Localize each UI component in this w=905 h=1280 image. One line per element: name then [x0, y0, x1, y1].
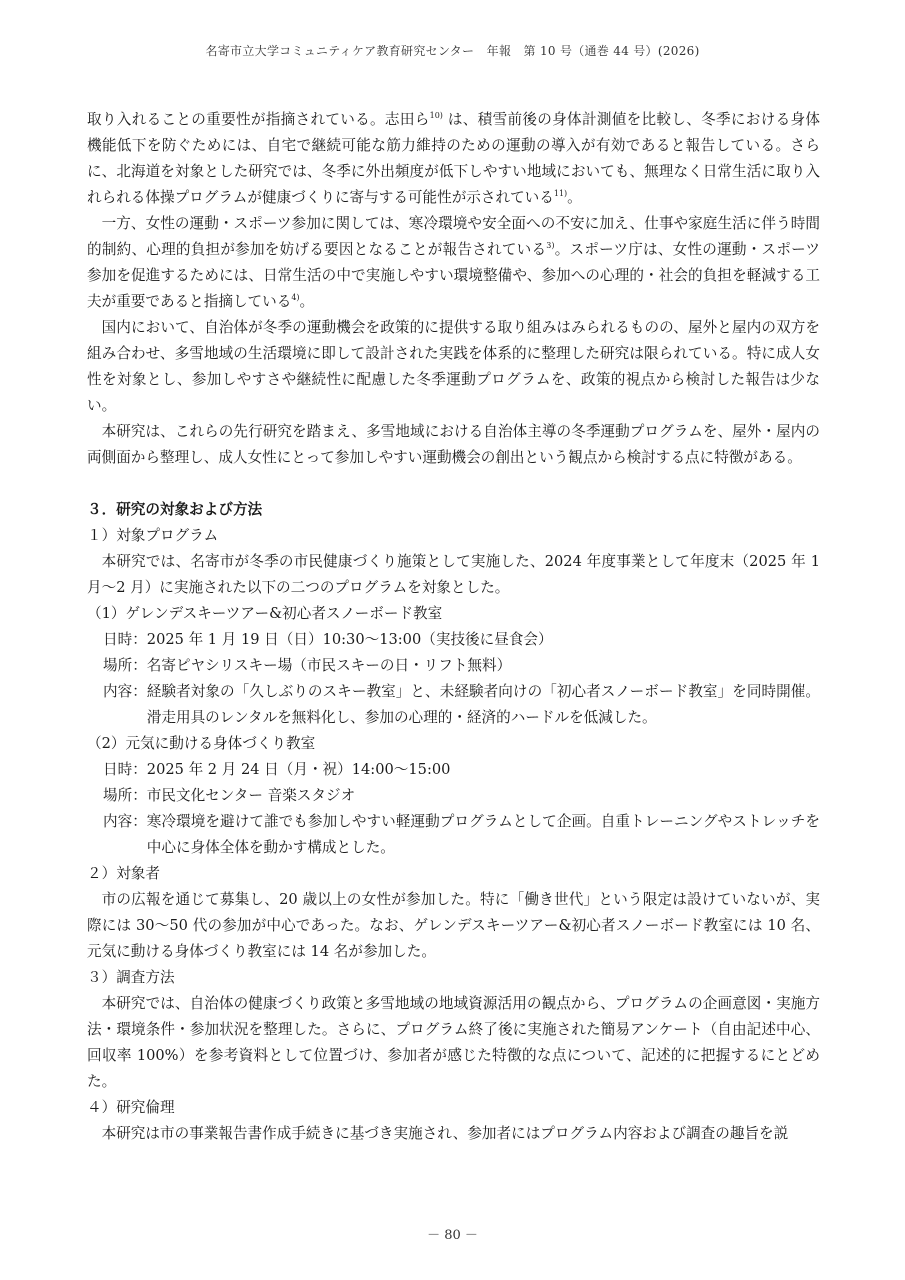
- section-heading: ３．研究の対象および方法: [87, 501, 263, 518]
- program-place-row: [87, 783, 820, 809]
- field-label: 日時：: [103, 761, 147, 778]
- field-label: 内容：: [103, 683, 147, 700]
- paragraph-text: 。: [299, 293, 315, 310]
- subsection-heading: １）対象プログラム: [87, 527, 219, 544]
- citation-ref: 10): [429, 111, 443, 120]
- paragraph: 本研究は、これらの先行研究を踏まえ、多雪地域における自治体主導の冬季運動プログラムを、屋外・屋内の両側面から整理し、成人女性にとって参加しやすい運動機会の創出という観点から検討する点に特徴がある。: [87, 423, 820, 466]
- field-label: 場所：: [103, 787, 147, 804]
- field-value: 寒冷環境を避けて誰でも参加しやすい軽運動プログラムとして企画。自重トレーニングやストレッチを中心に身体全体を動かす構成とした。: [146, 813, 820, 856]
- paragraph: [87, 107, 820, 211]
- paragraph: [87, 211, 820, 315]
- paragraph: 市の広報を通じて募集し、20 歳以上の女性が参加した。特に「働き世代」という限定は設けていないが、実際には 30～50 代の参加が中心であった。なお、ゲレンデスキーツアー&初心者スノーボード教室には 10 名、元気に動ける身体づくり教室には 14 名が参加した。: [87, 891, 820, 960]
- paragraph-text: 。スポーツ庁は、女性の運動・スポーツ参加を促進するためには、日常生活の中で実施しやすい環境整備や、参加への心理的・社会的負担を軽減する工夫が重要であると指摘している: [87, 241, 820, 310]
- field-value: 2025 年 2 月 24 日（月・祝）14:00～15:00: [146, 761, 451, 778]
- paragraph-text: 取り入れることの重要性が指摘されている。志田ら: [87, 111, 430, 128]
- paragraph-text: 。: [567, 189, 582, 206]
- page-number: － 80 －: [427, 1228, 478, 1243]
- field-value: 経験者対象の「久しぶりのスキー教室」と、未経験者向けの「初心者スノーボード教室」を同時開催。滑走用具のレンタルを無料化し、参加の心理的・経済的ハードルを低減した。: [146, 683, 820, 726]
- program-content-row: [87, 809, 820, 861]
- citation-ref: 4): [291, 293, 300, 302]
- field-value: 市民文化センター 音楽スタジオ: [146, 787, 356, 804]
- citation-ref: 11): [553, 189, 568, 198]
- subsection-heading: ２）対象者: [87, 865, 160, 882]
- subsection-heading: ４）研究倫理: [87, 1099, 175, 1116]
- running-header: 名寄市立大学コミュニティケア教育研究センター 年報 第 10 号（通巻 44 号）(2026): [205, 44, 700, 58]
- field-value: 名寄ピヤシリスキー場（市民スキーの日・リフト無料）: [146, 657, 512, 674]
- citation-ref: 3): [546, 241, 555, 250]
- body-text: [87, 107, 820, 1147]
- program-content-row: [87, 679, 820, 731]
- paragraph: 国内において、自治体が冬季の運動機会を政策的に提供する取り組みはみられるものの、屋外と屋内の双方を組み合わせ、多雪地域の生活環境に即して設計された実践を体系的に整理した研究は限られている。特に成人女性を対象とし、参加しやすさや継続性に配慮した冬季運動プログラムを、政策的視点から検討した報告は少ない。: [87, 319, 820, 414]
- program-heading: （1）ゲレンデスキーツアー&初心者スノーボード教室: [87, 605, 443, 622]
- paragraph-text: 一方、女性の運動・スポーツ参加に関しては、寒冷環境や安全面への不安に加え、仕事や家庭生活に伴う時間的制約、心理的負担が参加を妨げる要因となることが報告されている: [87, 215, 820, 258]
- paragraph-text: は、積雪前後の身体計測値を比較し、冬季における身体機能低下を防ぐためには、自宅で継続可能な筋力維持のための運動の導入が有効であると報告している。さらに、北海道を対象とした研究では、冬季に外出頻度が低下しやすい地域においても、無理なく日常生活に取り入れられる体操プログラムが健康づくりに寄与する可能性が示されている: [87, 111, 820, 206]
- paragraph: 本研究では、名寄市が冬季の市民健康づくり施策として実施した、2024 年度事業として年度末（2025 年 1 月～2 月）に実施された以下の二つのプログラムを対象とした。: [87, 553, 820, 596]
- program-heading: （2）元気に動ける身体づくり教室: [87, 735, 316, 752]
- field-label: 内容：: [103, 813, 147, 830]
- field-label: 場所：: [103, 657, 147, 674]
- paragraph: 本研究は市の事業報告書作成手続きに基づき実施され、参加者にはプログラム内容および調査の趣旨を説: [101, 1125, 789, 1142]
- program-place-row: [87, 653, 820, 679]
- program-date-row: [87, 627, 820, 653]
- paragraph: 本研究では、自治体の健康づくり政策と多雪地域の地域資源活用の観点から、プログラムの企画意図・実施方法・環境条件・参加状況を整理した。さらに、プログラム終了後に実施された簡易アンケート（自由記述中心、回収率 100%）を参考資料として位置づけ、参加者が感じた特徴的な点について、記述的に把握するにとどめた。: [87, 995, 820, 1090]
- field-label: 日時：: [103, 631, 147, 648]
- field-value: 2025 年 1 月 19 日（日）10:30～13:00（実技後に昼食会）: [146, 631, 553, 648]
- subsection-heading: ３）調査方法: [87, 969, 175, 986]
- program-date-row: [87, 757, 820, 783]
